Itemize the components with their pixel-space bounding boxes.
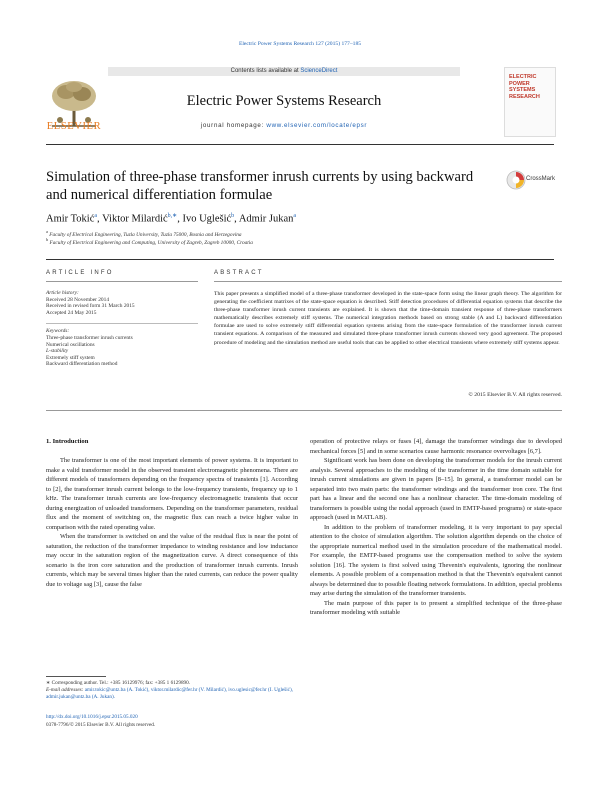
crossmark-label[interactable]: CrossMark xyxy=(526,176,556,182)
body-paragraph: operation of protective relays or fuses [4], damage the transformer windings due to developed mechanical forces [5] and in some scenarios cause harmonic resonance overvoltages [6,7]. xyxy=(310,438,562,455)
body-column-left xyxy=(46,456,298,589)
history-item: Received in revised form 31 March 2015 xyxy=(46,303,135,310)
homepage-link[interactable]: www.elsevier.com/locate/epsr xyxy=(266,122,368,129)
author-affil-mark: a xyxy=(293,213,297,219)
sciencedirect-link[interactable]: ScienceDirect xyxy=(300,68,338,74)
author-name: Amir Tokić xyxy=(46,213,95,225)
footnote-contact: ∗ Corresponding author. Tel.: +385 16129976; fax: +385 1 6129890. xyxy=(46,680,191,686)
abstract-copyright: © 2015 Elsevier B.V. All rights reserved. xyxy=(468,392,562,398)
body-paragraph: The main purpose of this paper is to present a simplified technique of the three-phase transformer modeling with suitable xyxy=(310,599,562,616)
article-info-heading: ARTICLE INFO xyxy=(46,270,114,276)
keyword-item: Numerical oscillations xyxy=(46,341,95,348)
contents-banner xyxy=(108,67,460,76)
keyword-item: Three-phase transformer inrush currents xyxy=(46,334,133,341)
author-affil-mark: a xyxy=(94,213,98,219)
cover-title: ELECTRIC POWER SYSTEMS RESEARCH xyxy=(509,74,540,100)
body-paragraph: In addition to the problem of transformer modeling, it is very important to pay special attention to the choice of simulation algorithm. The solution algorithm depends on the choice of the appropriate numerical method used in the simulation procedure of the mathematical model. For example, the EMTP-based programs use the compensation method to solve the system solution [16]. The system is first solved using Thevenin's equivalents, ignoring the nonlinear elements. A possible problem of a compensation method is that the Thevenin's equivalent cannot always be determined due to possible floating network formulations. In addition, special problems may arise during the simulation of the transformer transients. xyxy=(310,523,562,597)
author-list: Amir Tokić$^a$, Viktor Milardić$^{b,∗}$, Ivo Uglešić$^b$, Admir Jukan$^a$ xyxy=(46,213,297,225)
affiliation-text: Faculty of Electrical Engineering and Computing, University of Zagreb, Zagreb 10000, Croatia xyxy=(49,239,253,246)
info-sub-divider xyxy=(46,323,198,324)
body-paragraph: The transformer is one of the most important elements of power systems. It is important to make a valid transformer model in the observed transient electromagnetic phenomena. There are different models of transformers depending on the frequency spectra of transients [1]. According to [2], the transformer inrush current belongs to the low-frequency transients, frequency up to 1 kHz. The transformer inrush currents are low-frequency electromagnetic transients that occur during energization of unloaded transformers. Depending on the transformer parameters, residual flux and the moment of switching on, the magnetic flux can reach a twice higher value in comparison with the rated operating value. xyxy=(46,457,298,531)
journal-cover-thumbnail xyxy=(504,67,556,137)
author-affil-mark: b xyxy=(231,213,235,219)
author-name: Admir Jukan xyxy=(238,213,294,225)
body-paragraph: Significant work has been done on developing the transformer models for the inrush current analysis. Several approaches to the modeling of the transformer in the time domain suitable for inrush current simulations are given in papers [8–15]. In general, a transformer model can be separated into two main parts: the transformer windings and the transformer iron core. The first part has a linear and the second one has a nonlinear character. The time-domain modeling of transformers is possible using the nodal approach (used in EMTP-based programs) or state-space approach (used in MATLAB). xyxy=(310,457,562,521)
affiliation-mark: a xyxy=(46,229,48,234)
footnote-email-label: E-mail addresses: xyxy=(46,686,85,693)
footnote-divider xyxy=(46,676,106,677)
journal-homepage xyxy=(108,122,460,129)
author-name: Ivo Uglešić xyxy=(182,213,232,225)
keywords-label: Keywords: xyxy=(46,328,70,335)
body-column-right xyxy=(310,437,562,618)
doi-link[interactable]: http://dx.doi.org/10.1016/j.epsr.2015.05.020 xyxy=(46,714,138,720)
issn-line: 0378-7796/© 2015 Elsevier B.V. All rights reserved. xyxy=(46,722,156,728)
footnote-email-links[interactable]: amir.tokic@untz.ba (A. Tokić), viktor.milardic@fer.hr (V. Milardić), ivo.uglesic@fer.hr (I. Uglešić), admir.jukan@untz.ba (A. Jukan). xyxy=(46,686,293,700)
author-name: Viktor Milardić xyxy=(102,213,168,225)
homepage-prefix: journal homepage: xyxy=(200,122,267,129)
abstract-bottom-divider xyxy=(46,410,562,411)
contents-prefix: Contents lists available at xyxy=(230,68,301,74)
keyword-item: L-stability xyxy=(46,348,69,355)
article-info xyxy=(46,290,198,368)
affiliation-mark: b xyxy=(46,237,49,242)
section-heading-introduction: 1. Introduction xyxy=(46,438,89,445)
publisher-wordmark: ELSEVIER xyxy=(46,121,102,132)
history-label: Article history: xyxy=(46,290,79,296)
keyword-item: Extremely stiff system xyxy=(46,354,95,361)
author-affil-mark[interactable]: b,∗ xyxy=(167,213,178,219)
info-divider xyxy=(46,281,198,282)
history-item: Accepted 24 May 2015 xyxy=(46,309,97,316)
abstract-heading: ABSTRACT xyxy=(214,270,264,276)
abstract-divider xyxy=(214,281,562,282)
history-item: Received 28 November 2014 xyxy=(46,296,110,303)
journal-title: Electric Power Systems Research xyxy=(186,93,382,109)
keyword-item: Backward differentiation method xyxy=(46,361,118,368)
journal-reference[interactable]: Electric Power Systems Research 127 (2015) 177–185 xyxy=(238,41,362,47)
header-divider xyxy=(46,144,554,145)
affiliation-divider xyxy=(46,259,554,260)
abstract-text: This paper presents a simplified model of a three-phase transformer developed in the state-space form using the linear graph theory. The algorithm for generating the coefficient matrixes of the state-space equation is described. Stiff detection procedures of differential equation systems that describe the three-phase transformer inrush current transients are explained. It is shown that the time-domain transient response of three-phase transformers mathematically describes extremely stiff systems. The numerical integration methods based on strong stable (A and L) backward differentiation formulae are used to solve extremely stiff differential equation systems arising from the state-space formulation of the transformer inrush current transient equations. A comparison of the measured and simulated three-phase transformer inrush currents showed very good agreement. The proposed procedure of modeling and the simulation method are useful tools that can be applied to other electrical transients where extremely stiff systems appear. xyxy=(214,291,562,346)
corresponding-author-footnote xyxy=(46,680,306,700)
article-title: Simulation of three-phase transformer inrush currents by using backward and numerical differentiation formulae xyxy=(46,169,474,203)
body-paragraph: When the transformer is switched on and the value of the residual flux is near the point of saturation, the reduction of the transformer impedance to winding resistance and low inductance may occur in the saturation region of the magnetization curve. A direct consequence of this scenario is the iron core saturation and the production of transformer inrush currents. Inrush currents, which may be several times higher than the rated currents, can reduce the power quality due to voltage sag [3], cause the false xyxy=(46,533,298,588)
affiliation-text: Faculty of Electrical Engineering, Tuzla University, Tuzla 75000, Bosnia and Herzegovina xyxy=(49,231,242,238)
affiliation-b xyxy=(46,237,253,246)
